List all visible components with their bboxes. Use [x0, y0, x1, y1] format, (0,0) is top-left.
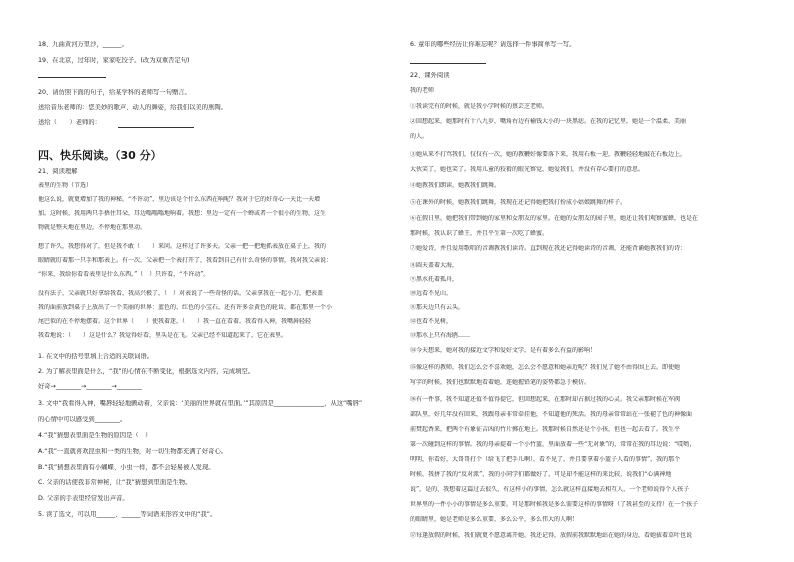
passage-line: 没有法子，父亲就只好拿给我看，我高兴极了，（ ）对表说了一些奇怪的话。父亲拿我在一起小刀，把表盖 [38, 290, 324, 297]
answer-line-6 [410, 63, 486, 64]
option-b: B.“我”猜想表里面有小蝴蝶、小虫一样，都不会轻易被人发现。 [38, 464, 215, 471]
passage-line: 那时候，我认识了蜂王，并且平生第一次吃了蜂蜜。 [410, 230, 549, 237]
passage-line: 写字的时候，我们也默默地看着她，连她握铅笔的姿势都急于模仿。 [410, 379, 591, 386]
sub-question-5: 5. 读了选文，可以用______、______等词语来形容文中的“我”。 [38, 511, 217, 518]
question-20-fill-prefix: 送给（ ）老师的： [38, 119, 101, 126]
passage-line: 前焚起香来，把两个有象征吉凶的竹片掷在地上。我那时候自然还是个小孩，但也一起去看了。我生平 [410, 426, 681, 433]
passage-line: 物就是整天地在里边，不停地在那里动。 [38, 224, 147, 231]
passage-line: ⑤在课外的时候，她教我们跳舞，我现在还记得她把我打扮成小姑娘跳舞的样子。 [410, 199, 627, 206]
passage-line: 明明，你看好，大哥哥打个（给飞了把手儿啊），看不见了，并且要拿着小篮子人看的事情”，我的那个 [410, 456, 681, 463]
passage-line: ⑮像这样的教师，我们怎么会不喜欢她，怎么会不愿意和她亲近呢？我们见了她不由得围上去。即使她 [410, 364, 681, 371]
option-d: D. 父亲的手表里经常发出声音。 [38, 495, 129, 502]
passage-title: 表里的生物（节选） [38, 182, 93, 189]
passage-line: ⑦她爱诗，并且爱用歌唱的音调教我们读诗。直到现在我还记得她读诗的音调，还能背诵她教我们的诗： [410, 245, 687, 252]
poem-line: ⑩远看不见山， [410, 290, 453, 297]
passage-line: 的人。 [410, 133, 429, 140]
passage-line: “你来，我给你看看表里是什么东西。”（ ）只许看，“不许动”。 [38, 271, 210, 278]
section-title: 四、快乐阅读。（30 分） [38, 149, 162, 162]
sub-question-4: 4.“我”猜想表里面是生物的原因是（ ） [38, 432, 152, 439]
passage-line: 世界里的一件小小的事情是多么重要。可是那时候我是多么需要这样的事情呀（了我甚至的支持）在一个孩子 [410, 501, 699, 508]
passage-line: ③她从来不打骂我们，仅仅有一次，她的教鞭好像要落下来，我用石板一迎，教鞭轻轻地敲在石板边上， [410, 151, 687, 158]
question-22: 22、课外阅读 [410, 72, 450, 79]
passage-line: 说”，是的，我想着这篇过去很久，有这样小的事情，怎么就这样直接地去相互人，一个老师说得个人孩子 [410, 486, 690, 493]
answer-line-20 [118, 127, 194, 128]
question-19: 19、在北京，过年时，家家吃饺子。(改为双重否定句) [38, 57, 190, 64]
sub-question-2-chain: 好奇→________→________→________ [38, 383, 142, 390]
passage-line: 加。这时候，我用两只手捂住耳朵，耳边嗡嗡嗡地响着。我想：里边一定有一个蝉或者一个很小的生物，这生 [38, 210, 327, 217]
poem-line: ⑪那天边只有云头， [410, 304, 465, 311]
sub-question-2: 2. 为了解表里面是什么，“我”的心情在不断变化，根据选文内容，完成填空。 [38, 368, 255, 375]
poem-line: ⑫也看不见树， [410, 318, 453, 325]
passage-line: 的眼睛里，她是老师是多么重要，多么公平，多么伟大的人啊！ [410, 516, 579, 523]
passage-line: 他这么说，就更增加了我的神秘。“不许动”，里边该是个什么东西在响呢？我对于它的好奇心一天比一天增 [38, 196, 321, 203]
passage-line: 尾巴似的在不停地摆着。这个世界（ ）使我着迷，（ ）我一直在看着。我看得入神，我嘴唇轻轻 [38, 318, 312, 325]
passage-line: ⑭今天想来，她对我的接近文学和爱好文学，是有着多么有益的影响！ [410, 347, 597, 354]
passage-line: 大伙笑了，她也笑了。我用儿童的狡猾的眼光察觉，她爱我们，并没有存心要打的意思。 [410, 166, 645, 173]
passage-line: 第一次碰到这样的事情。我的母亲提着一个小竹篮，里面放着一些“无对象”的，常常在我的耳边说：“哎哟， [410, 441, 696, 448]
passage-line: 部队里，好几年没有回来，我跟母亲非常牵挂他，不知道他的死活。我的母亲常常站在一张褪了色的神像面 [410, 411, 693, 418]
question-21: 21、阅读理解 [38, 168, 78, 175]
passage-title: 我的老师 [410, 87, 435, 94]
passage-line: ⑰每逢放假的时候，我们就更不愿意离开她。我还记得，放假前我默默地站在她的身边，看她拔着草叶也说 [410, 532, 693, 539]
passage-line: 眼睛就盯着那一只手和那表上。有一次，父亲把一个表打开了，我看到自己有什么奇怪的事情，我对我父亲说： [38, 257, 333, 264]
answer-line-19 [38, 77, 106, 78]
option-a: A.“我”一直就喜欢昆虫和一类的生物，对一切生物都充满了好奇心。 [38, 448, 228, 455]
sub-question-3-cont: 的心情中可以感受到________。 [38, 416, 127, 423]
option-c: C. 父亲的话使我非常神秘，让“我”猜想到里面是生物。 [38, 479, 192, 486]
sub-question-1: 1. 在文中的括号里填上合适的关联词语。 [38, 353, 154, 360]
question-20: 20、请仿照下面的句子，给某学科的老师写一句赠言。 [38, 89, 191, 96]
passage-line: ①我读完有的时候，就是我小学时候的蔡芸芝老师。 [410, 103, 549, 110]
passage-line: ⑯有一件事，我不知道还值不值得提它，但回想起来，在那时却占据过我的心灵。我父亲那时候在军阀 [410, 396, 681, 403]
poem-line: ⑧圆天盖着大海， [410, 262, 459, 269]
passage-line: ⑥在假日里，她把我们带到她的家里和女朋友的家里。在她的女朋友的园子里，她还让我们观察蜜蜂，也是在 [410, 215, 699, 222]
question-18: 18、九曲黄河万里沙，______。 [38, 41, 128, 48]
poem-line: ⑨黑水托着孤舟， [410, 276, 459, 283]
passage-line: 我的面前放到桌子上放出了一个美丽的世界：蓝色的、红色的小宝石，还有许多金黄色的轮齿，都在那里一个小 [38, 304, 333, 311]
passage-line: ②回想起来，她那时有十八九岁，嘴角右边有榆钱大小的一块黑痣。在我的记忆里，她是一个温柔、美丽 [410, 118, 687, 125]
passage-line: 我看地说：（ ）这是什么？我觉得好看，里头是在飞。父亲已经不知道起来了，它在表里。 [38, 332, 288, 339]
passage-line: 想了许久，我想得对了，但是我不敢（ ）来问。这样过了许多天。父亲一把一把地抓表放在桌子上，我的 [38, 243, 327, 250]
sub-question-3: 3. 文中“我看得入神，嘴唇轻轻地颤动着，父亲说：‘美丽的世界就在里面。’”其原因是________________，从这“嘴唇” [38, 400, 363, 407]
poem-line: ⑬那水上只有海鸥…… [410, 332, 471, 339]
question-20-example: 送给音乐老师的：您美妙的歌声、动人的舞姿，给我们以美的熏陶。 [38, 104, 227, 111]
passage-line: 时候，我拼了我的“反对派”，我的小同学们都做好了，可是却不能这样的来比较，说我们“心满神地 [410, 471, 672, 478]
sub-question-6: 6. 童年的哪些经历让你难忘呢？请选择一件事简单写一写。 [410, 41, 576, 48]
passage-line: ④她教我们朗读，她教我们跳舞。 [410, 182, 501, 189]
